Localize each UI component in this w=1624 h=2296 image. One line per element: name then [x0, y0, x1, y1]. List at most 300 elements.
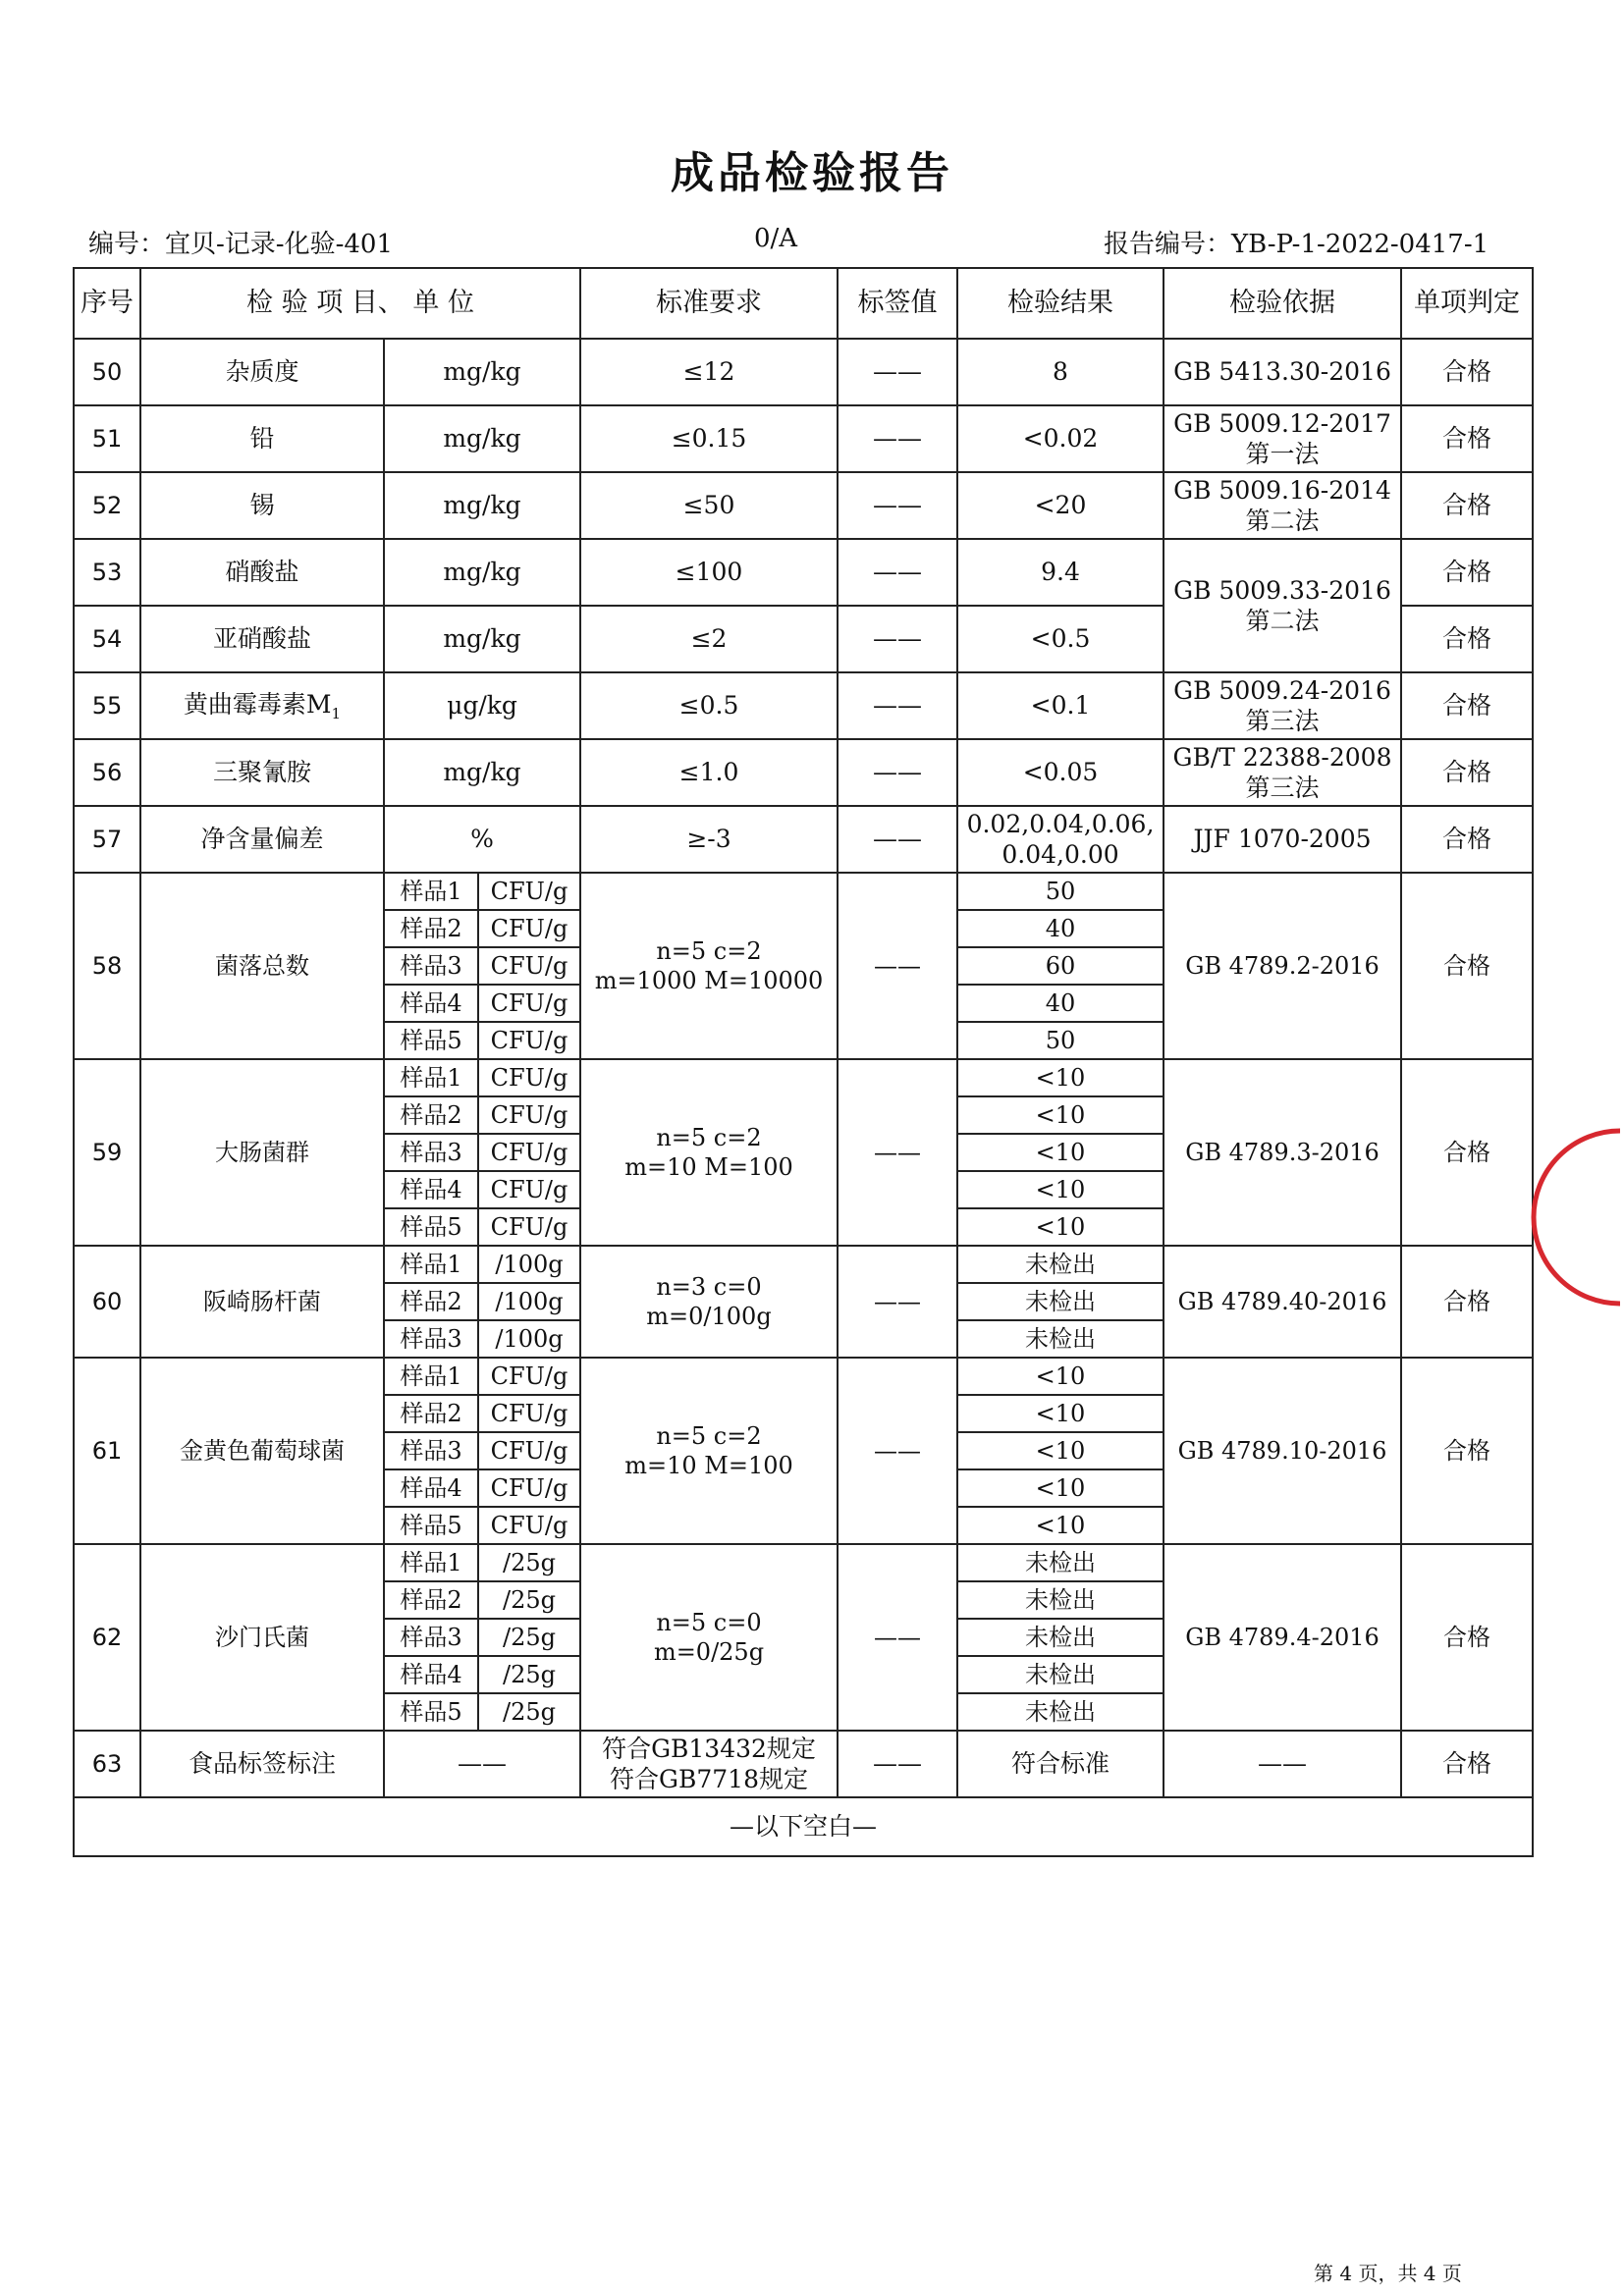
cell-basis: [1164, 1358, 1401, 1544]
cell-unit-text: mg/kg: [443, 624, 521, 654]
cell-sample-unit-text: /25g: [503, 1586, 556, 1614]
cell-standard-text: ≤2: [690, 624, 728, 654]
cell-seq: [74, 1059, 140, 1246]
page-footer: 第 4 页，共 4 页: [1314, 2262, 1462, 2285]
cell-standard-text-2: m=10 M=100: [624, 1452, 793, 1479]
cell-sample-unit-text: CFU/g: [490, 1362, 568, 1390]
cell-result-text: 未检出: [1025, 1325, 1096, 1353]
cell-judgement-text: 合格: [1441, 357, 1491, 387]
cell-standard: [580, 606, 838, 672]
cell-basis: [1164, 1246, 1401, 1358]
cell-unit-text: mg/kg: [443, 357, 521, 387]
cell-result-text: <10: [1035, 1474, 1086, 1502]
cell-label-value: [838, 405, 957, 472]
cell-sample-unit: [478, 1395, 580, 1432]
cell-result: [957, 539, 1164, 606]
cell-sample-unit: [478, 947, 580, 985]
cell-sample: [384, 1134, 478, 1171]
cell-item-name-text: 阪崎肠杆菌: [203, 1288, 321, 1315]
table-row: [74, 539, 1533, 606]
cell-basis: [1164, 806, 1401, 873]
cell-sample-unit-text: CFU/g: [490, 1213, 568, 1241]
cell-unit: [384, 1731, 580, 1797]
cell-result: [957, 1246, 1164, 1283]
cell-basis: [1164, 1544, 1401, 1731]
cell-result-text: <20: [1034, 491, 1087, 520]
cell-seq-text: 54: [91, 625, 123, 653]
cell-judgement-text: 合格: [1443, 1437, 1490, 1465]
cell-basis-text: GB 5009.33-2016: [1173, 575, 1391, 605]
cell-standard-text: n=3 c=0: [656, 1273, 762, 1301]
cell-basis-text-2: 第三法: [1245, 774, 1320, 802]
cell-sample: [384, 1246, 478, 1283]
cell-label-value: [838, 873, 957, 1059]
cell-result: [957, 405, 1164, 472]
cell-judgement: [1401, 739, 1533, 806]
cell-sample: [384, 1544, 478, 1581]
cell-sample-text: 样品5: [400, 1698, 462, 1726]
cell-result: [957, 1320, 1164, 1358]
cell-result-text: <0.1: [1030, 691, 1091, 721]
cell-unit: [384, 739, 580, 806]
cell-sample-unit: [478, 1544, 580, 1581]
cell-item-name: [140, 405, 384, 472]
cell-basis: [1164, 1059, 1401, 1246]
cell-sample-text: 样品3: [400, 1437, 462, 1465]
cell-label-value: [838, 1731, 957, 1797]
cell-label-value-text: ——: [874, 1139, 921, 1166]
cell-seq: [74, 1731, 140, 1797]
cell-item-name-text: 杂质度: [225, 357, 299, 387]
cell-seq: [74, 806, 140, 873]
cell-seq: [74, 1246, 140, 1358]
cell-result-text: <10: [1035, 1362, 1086, 1390]
cell-item-name-text: 铅: [249, 424, 275, 454]
cell-unit: [384, 606, 580, 672]
cell-result-text: <0.02: [1022, 424, 1099, 454]
cell-result: [957, 873, 1164, 910]
cell-seq-text: 50: [91, 358, 123, 386]
table-row: [74, 1246, 1533, 1283]
cell-basis: [1164, 472, 1401, 539]
cell-sample: [384, 910, 478, 947]
cell-seq-text: 61: [91, 1437, 123, 1465]
cell-sample-unit-text: CFU/g: [490, 1027, 568, 1054]
cell-sample-unit-text: /25g: [503, 1661, 556, 1688]
cell-sample-unit: [478, 910, 580, 947]
cell-label-value: [838, 539, 957, 606]
cell-sample-unit-text: CFU/g: [490, 1139, 568, 1166]
cell-standard-text: n=5 c=2: [656, 937, 762, 965]
cell-sample-text: 样品1: [400, 1064, 462, 1092]
cell-standard-text-2: m=10 M=100: [624, 1153, 793, 1181]
cell-blank-note: [74, 1797, 1533, 1856]
cell-sample-text: 样品5: [400, 1512, 462, 1539]
cell-sample: [384, 1581, 478, 1619]
cell-result-text: <10: [1035, 1437, 1086, 1465]
cell-item-name: [140, 739, 384, 806]
cell-standard-text-2: m=0/100g: [646, 1303, 772, 1330]
cell-unit-text: mg/kg: [443, 558, 521, 587]
cell-item-name: [140, 1246, 384, 1358]
cell-sample-unit-text: /25g: [503, 1624, 556, 1651]
col-standard: 标准要求: [580, 268, 838, 339]
cell-basis: [1164, 1731, 1401, 1797]
table-row: [74, 1544, 1533, 1581]
cell-label-value-text: ——: [873, 691, 922, 721]
cell-item-name-text: 大肠菌群: [215, 1139, 309, 1166]
table-row: [74, 472, 1533, 539]
cell-sample: [384, 1059, 478, 1096]
cell-seq-text: 63: [91, 1750, 123, 1778]
cell-result: [957, 672, 1164, 739]
cell-result-text: 未检出: [1025, 1288, 1096, 1315]
cell-sample-unit-text: CFU/g: [490, 878, 568, 905]
cell-label-value-text: ——: [874, 1288, 921, 1315]
cell-standard: [580, 672, 838, 739]
cell-basis-text: GB 4789.3-2016: [1185, 1139, 1380, 1166]
cell-sample-text: 样品1: [400, 1549, 462, 1576]
cell-label-value-text: ——: [873, 758, 922, 787]
cell-judgement-text: 合格: [1443, 1288, 1490, 1315]
cell-item-name-text: 净含量偏差: [200, 825, 324, 854]
cell-standard-text: ≤50: [682, 491, 735, 520]
cell-sample-unit-text: /100g: [495, 1288, 564, 1315]
table-header-row: [74, 268, 1533, 339]
cell-basis-text: GB 5009.12-2017: [1173, 408, 1391, 438]
cell-basis-text-2: 第二法: [1245, 607, 1320, 635]
cell-basis-text: GB 4789.2-2016: [1185, 952, 1380, 980]
cell-standard-text: ≤0.5: [678, 691, 739, 721]
cell-result: [957, 1469, 1164, 1507]
cell-label-value-text: ——: [873, 424, 922, 454]
cell-item-name-text: 硝酸盐: [225, 558, 299, 587]
cell-standard: [580, 1544, 838, 1731]
cell-result-text: <10: [1035, 1176, 1086, 1203]
cell-judgement-text: 合格: [1441, 691, 1491, 721]
cell-label-value-text: ——: [874, 1624, 921, 1651]
cell-seq-text: 53: [91, 559, 123, 586]
cell-sample-unit-text: CFU/g: [490, 1400, 568, 1427]
cell-sample-unit: [478, 1693, 580, 1731]
cell-sample: [384, 985, 478, 1022]
cell-result: [957, 1395, 1164, 1432]
cell-sample: [384, 1096, 478, 1134]
table-row: [74, 339, 1533, 405]
cell-judgement: [1401, 539, 1533, 606]
cell-sample-text: 样品2: [400, 1101, 462, 1129]
cell-unit: [384, 472, 580, 539]
cell-basis: [1164, 739, 1401, 806]
cell-result-text: 40: [1045, 989, 1076, 1017]
cell-result: [957, 1134, 1164, 1171]
cell-sample-unit: [478, 873, 580, 910]
cell-seq-text: 51: [91, 425, 123, 453]
cell-label-value: [838, 672, 957, 739]
cell-item-name-text: 金黄色葡萄球菌: [180, 1437, 345, 1465]
cell-result-text: <10: [1035, 1400, 1086, 1427]
cell-result-text: <10: [1035, 1101, 1086, 1129]
cell-sample-unit: [478, 1134, 580, 1171]
cell-sample-text: 样品1: [400, 1251, 462, 1278]
cell-judgement-text: 合格: [1443, 1139, 1490, 1166]
cell-judgement: [1401, 405, 1533, 472]
cell-sample: [384, 1320, 478, 1358]
cell-sample: [384, 1507, 478, 1544]
cell-result-text: 40: [1045, 915, 1076, 942]
cell-judgement: [1401, 672, 1533, 739]
cell-standard-text: ≤0.15: [671, 424, 747, 454]
cell-result: [957, 1693, 1164, 1731]
cell-sample-unit-text: CFU/g: [490, 1512, 568, 1539]
cell-result-text: 未检出: [1025, 1586, 1096, 1614]
cell-sample-unit: [478, 1171, 580, 1208]
cell-sample-text: 样品4: [400, 1474, 462, 1502]
cell-item-name: [140, 1731, 384, 1797]
cell-judgement-text: 合格: [1441, 491, 1491, 520]
cell-label-value-text: ——: [873, 558, 922, 587]
cell-result: [957, 1507, 1164, 1544]
cell-result: [957, 1283, 1164, 1320]
cell-result: [957, 1581, 1164, 1619]
cell-seq: [74, 873, 140, 1059]
cell-standard-text-2: m=0/25g: [653, 1638, 765, 1666]
cell-result-text: 9.4: [1041, 558, 1080, 587]
cell-result: [957, 472, 1164, 539]
cell-label-value: [838, 1246, 957, 1358]
cell-unit: [384, 806, 580, 873]
cell-label-value: [838, 739, 957, 806]
cell-result-text: 未检出: [1025, 1661, 1096, 1688]
cell-result-text: <10: [1035, 1064, 1086, 1092]
blank-note-row: [74, 1797, 1533, 1856]
table-row: [74, 1059, 1533, 1096]
table-row: [74, 1731, 1533, 1797]
cell-result-text: 50: [1045, 878, 1076, 905]
cell-basis: [1164, 873, 1401, 1059]
cell-sample-text: 样品2: [400, 915, 462, 942]
cell-sample-text: 样品3: [400, 1139, 462, 1166]
cell-seq: [74, 339, 140, 405]
cell-item-name: [140, 1358, 384, 1544]
cell-sample-unit: [478, 1619, 580, 1656]
cell-sample-unit: [478, 1581, 580, 1619]
cell-result: [957, 947, 1164, 985]
cell-sample: [384, 1432, 478, 1469]
cell-basis: [1164, 339, 1401, 405]
cell-unit: [384, 672, 580, 739]
cell-seq: [74, 1358, 140, 1544]
cell-label-value-text: ——: [873, 491, 922, 520]
cell-result: [957, 606, 1164, 672]
cell-item-name: [140, 806, 384, 873]
cell-standard-text: ≤100: [675, 558, 743, 587]
cell-basis-text: GB 5413.30-2016: [1173, 357, 1391, 387]
cell-sample-unit: [478, 1059, 580, 1096]
cell-standard: [580, 739, 838, 806]
cell-sample-unit-text: CFU/g: [490, 1101, 568, 1129]
cell-item-name-text: 三聚氰胺: [212, 758, 311, 787]
report-title: 成品检验报告: [671, 148, 953, 198]
cell-result: [957, 985, 1164, 1022]
cell-judgement: [1401, 873, 1533, 1059]
cell-judgement: [1401, 806, 1533, 873]
cell-result: [957, 1432, 1164, 1469]
cell-basis-text: GB 4789.40-2016: [1177, 1288, 1387, 1315]
cell-judgement: [1401, 472, 1533, 539]
cell-basis-text-2: 第一法: [1245, 440, 1320, 468]
cell-sample-text: 样品3: [400, 952, 462, 980]
cell-judgement: [1401, 1358, 1533, 1544]
cell-unit-text: mg/kg: [443, 424, 521, 454]
cell-basis-text: GB 5009.24-2016: [1173, 675, 1391, 705]
cell-judgement-text: 合格: [1441, 825, 1491, 854]
cell-basis: [1164, 539, 1401, 672]
subscript: 1: [331, 704, 342, 722]
cell-standard: [580, 1358, 838, 1544]
cell-judgement-text: 合格: [1441, 424, 1491, 454]
cell-result-text: 符合标准: [1010, 1749, 1110, 1779]
cell-standard: [580, 873, 838, 1059]
cell-label-value: [838, 472, 957, 539]
cell-unit-text: μg/kg: [447, 691, 517, 721]
cell-sample: [384, 947, 478, 985]
cell-sample-text: 样品4: [400, 989, 462, 1017]
cell-sample-unit-text: CFU/g: [490, 1176, 568, 1203]
cell-sample-unit-text: /100g: [495, 1251, 564, 1278]
cell-basis-text: GB 4789.4-2016: [1185, 1624, 1380, 1651]
cell-result: [957, 1208, 1164, 1246]
col-seq: 序号: [74, 268, 140, 339]
cell-standard-text: 符合GB13432规定: [602, 1734, 816, 1763]
cell-sample-unit-text: CFU/g: [490, 1474, 568, 1502]
cell-judgement: [1401, 339, 1533, 405]
cell-item-name-text: 黄曲霉毒素M: [183, 689, 332, 719]
cell-result: [957, 339, 1164, 405]
cell-result-text: 未检出: [1025, 1251, 1096, 1278]
cell-sample: [384, 1208, 478, 1246]
cell-basis-text: GB 4789.10-2016: [1177, 1437, 1387, 1465]
cell-standard: [580, 472, 838, 539]
table-row: [74, 806, 1533, 873]
cell-result-text: 未检出: [1025, 1549, 1096, 1576]
cell-seq-text: 60: [91, 1288, 123, 1315]
cell-sample-unit: [478, 1656, 580, 1693]
cell-sample: [384, 1693, 478, 1731]
cell-sample-text: 样品4: [400, 1176, 462, 1203]
cell-sample: [384, 1283, 478, 1320]
cell-sample-unit-text: /25g: [503, 1549, 556, 1576]
cell-unit-text: %: [470, 825, 494, 854]
table-row: [74, 405, 1533, 472]
cell-sample-text: 样品2: [400, 1288, 462, 1315]
cell-seq: [74, 405, 140, 472]
cell-judgement: [1401, 1544, 1533, 1731]
cell-standard: [580, 405, 838, 472]
cell-standard-text: n=5 c=2: [656, 1422, 762, 1450]
cell-sample-unit-text: /25g: [503, 1698, 556, 1726]
cell-seq-text: 58: [91, 952, 123, 980]
cell-sample-unit-text: CFU/g: [490, 989, 568, 1017]
cell-seq: [74, 672, 140, 739]
col-item: 检 验 项 目、 单 位: [140, 268, 580, 339]
cell-sample: [384, 1358, 478, 1395]
cell-basis-text: GB/T 22388-2008: [1172, 742, 1392, 772]
cell-standard-text: ≤12: [682, 357, 735, 387]
document-number: 编号：宜贝-记录-化验-401: [88, 230, 393, 259]
cell-item-name-text: 亚硝酸盐: [212, 624, 311, 654]
cell-sample-text: 样品4: [400, 1661, 462, 1688]
cell-result-text: 未检出: [1025, 1624, 1096, 1651]
cell-basis: [1164, 405, 1401, 472]
cell-judgement-text: 合格: [1443, 1624, 1490, 1651]
cell-result: [957, 910, 1164, 947]
cell-result: [957, 1731, 1164, 1797]
cell-sample-text: 样品5: [400, 1027, 462, 1054]
cell-label-value: [838, 1544, 957, 1731]
cell-sample: [384, 873, 478, 910]
document-version: 0/A: [754, 224, 798, 253]
cell-unit: [384, 539, 580, 606]
cell-result-text: <0.5: [1030, 624, 1091, 654]
cell-standard: [580, 339, 838, 405]
cell-sample-text: 样品2: [400, 1400, 462, 1427]
col-basis: 检验依据: [1164, 268, 1401, 339]
cell-sample-unit: [478, 1358, 580, 1395]
cell-sample: [384, 1619, 478, 1656]
cell-result: [957, 1656, 1164, 1693]
cell-judgement-text: 合格: [1441, 758, 1491, 787]
cell-sample-unit-text: CFU/g: [490, 1064, 568, 1092]
inspection-table: [73, 267, 1534, 1857]
cell-result-text: 8: [1053, 357, 1068, 387]
table-row: [74, 1358, 1533, 1395]
cell-label-value: [838, 606, 957, 672]
cell-sample-unit: [478, 1507, 580, 1544]
cell-standard-text-2: m=1000 M=10000: [594, 967, 824, 994]
cell-seq: [74, 472, 140, 539]
cell-seq-text: 59: [91, 1139, 123, 1166]
cell-sample-text: 样品1: [400, 1362, 462, 1390]
cell-sample-unit: [478, 985, 580, 1022]
cell-basis-text: JJF 1070-2005: [1193, 825, 1372, 854]
cell-result: [957, 1059, 1164, 1096]
cell-sample: [384, 1171, 478, 1208]
cell-sample-unit-text: CFU/g: [490, 1437, 568, 1465]
cell-basis-text-2: 第三法: [1245, 707, 1320, 735]
cell-judgement: [1401, 606, 1533, 672]
cell-sample-unit-text: /100g: [495, 1325, 564, 1353]
cell-standard: [580, 1059, 838, 1246]
cell-label-value-text: ——: [873, 825, 922, 854]
cell-sample: [384, 1022, 478, 1059]
cell-result: [957, 1619, 1164, 1656]
cell-standard-text-2: 符合GB7718规定: [610, 1765, 808, 1793]
cell-standard: [580, 1731, 838, 1797]
cell-label-value-text: ——: [873, 1749, 922, 1779]
cell-unit-text: mg/kg: [443, 758, 521, 787]
cell-sample-text: 样品2: [400, 1586, 462, 1614]
cell-unit-text: mg/kg: [443, 491, 521, 520]
cell-sample: [384, 1656, 478, 1693]
cell-sample-unit: [478, 1469, 580, 1507]
cell-item-name-text: 食品标签标注: [188, 1749, 336, 1779]
cell-item-name: [140, 1059, 384, 1246]
cell-seq: [74, 739, 140, 806]
cell-item-name: [140, 539, 384, 606]
report-number: 报告编号：YB-P-1-2022-0417-1: [1104, 230, 1489, 259]
cell-result-text-2: 0.04,0.00: [1001, 840, 1119, 869]
